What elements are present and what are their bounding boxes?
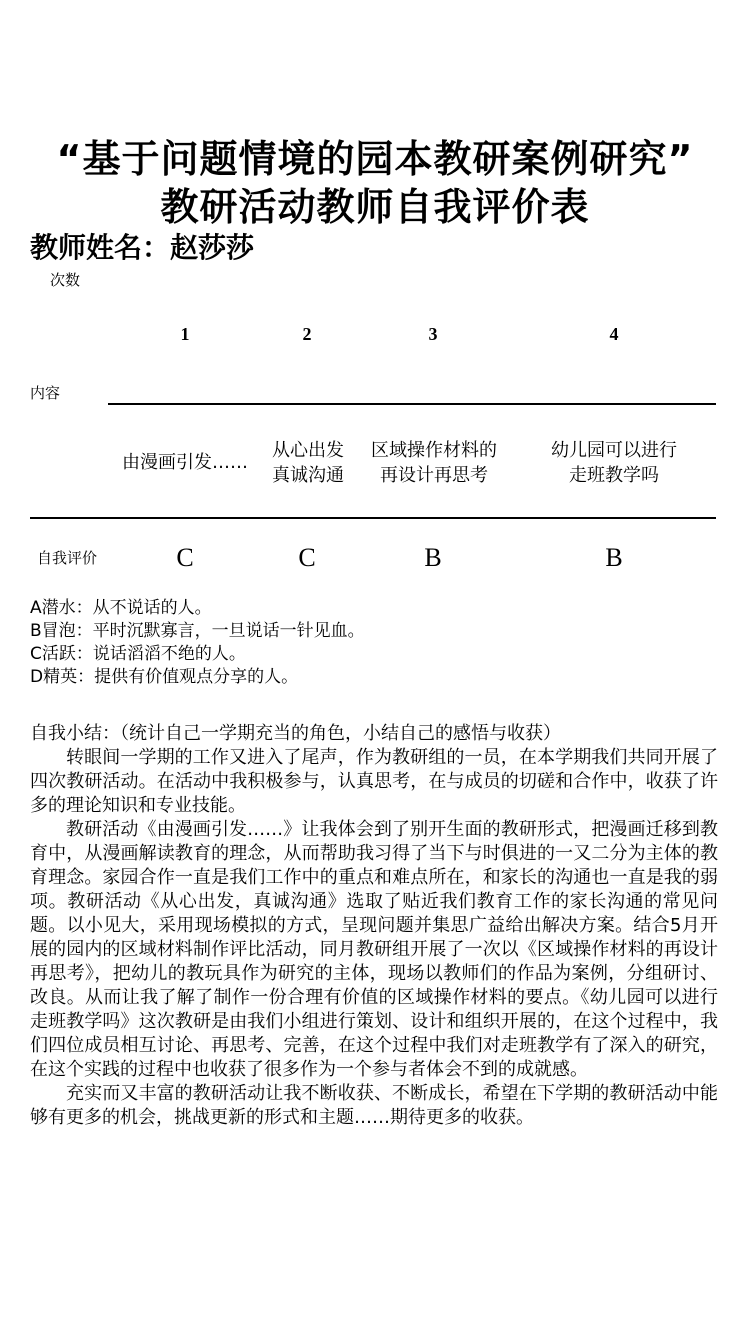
table-divider-top: [108, 403, 716, 405]
page-title-line-2: 教研活动教师自我评价表: [160, 185, 590, 229]
header-count-label: 次数: [50, 271, 81, 289]
self-eval-label: 自我评价: [37, 549, 98, 567]
session-number-2: 2: [302, 324, 312, 344]
session-number-4: 4: [609, 324, 619, 344]
grade-legend: [30, 597, 365, 689]
summary-heading: 自我小结：（统计自己一学期充当的角色，小结自己的感悟与收获）: [30, 723, 561, 744]
legend-item-b: B冒泡：平时沉默寡言，一旦说话一针见血。: [30, 621, 365, 641]
grade-1: C: [176, 543, 194, 572]
topic-4-line-1: 幼儿园可以进行: [551, 440, 677, 461]
self-summary: [30, 722, 718, 1130]
teacher-name-row: [30, 230, 254, 266]
topic-cell-1: [110, 450, 260, 475]
summary-paragraph-1: 转眼间一学期的工作又进入了尾声，作为教研组的一员，在本学期我们共同开展了四次教研活动。在活动中我积极参与，认真思考，在与成员的切磋和合作中，收获了许多的理论知识和专业技能。: [30, 747, 718, 816]
topic-3-line-2: 再设计再思考: [380, 465, 488, 486]
header-content-label: 内容: [30, 384, 61, 402]
teacher-name-label: 教师姓名：: [30, 231, 171, 264]
table-divider-bottom: [30, 517, 716, 519]
grade-4: B: [605, 543, 623, 572]
legend-item-a: A潜水：从不说话的人。: [30, 598, 212, 618]
session-number-1: 1: [180, 324, 190, 344]
page-title-line-1: “基于问题情境的园本教研案例研究”: [56, 137, 694, 181]
topic-cell-3: [358, 438, 510, 488]
summary-paragraph-3: 充实而又丰富的教研活动让我不断收获、不断成长，希望在下学期的教研活动中能够有更多的机会，挑战更新的形式和主题……期待更多的收获。: [30, 1083, 718, 1128]
topic-1-line-1: 由漫画引发……: [122, 452, 248, 473]
teacher-name-value: 赵莎莎: [170, 231, 255, 264]
legend-item-d: D精英：提供有价值观点分享的人。: [30, 667, 299, 687]
grade-3: B: [424, 543, 442, 572]
summary-paragraph-2: 教研活动《由漫画引发……》让我体会到了别开生面的教研形式，把漫画迁移到教育中，从漫画解读教育的理念，从而帮助我习得了当下与时俱进的一又二分为主体的教育理念。家园合作一直是我们工作中的重点和难点所在，和家长的沟通也一直是我的弱项。教研活动《从心出发，真诚沟通》选取了贴近我们教育工作的家长沟通的常见问题。以小见大，采用现场模拟的方式，呈现问题并集思广益给出解决方案。结合5月开展的园内的区域材料制作评比活动，同月教研组开展了一次以《区域操作材料的再设计再思考》，把幼儿的教玩具作为研究的主体，现场以教师们的作品为案例，分组研讨、改良。从而让我了解了制作一份合理有价值的区域操作材料的要点。《幼儿园可以进行走班教学吗》这次教研是由我们小组进行策划、设计和组织开展的，在这个过程中，我们四位成员相互讨论、再思考、完善，在这个过程中我们对走班教学有了深入的研究，在这个实践的过程中也收获了很多作为一个参与者体会不到的成就感。: [30, 819, 718, 1080]
legend-item-c: C活跃：说话滔滔不绝的人。: [30, 644, 246, 664]
topic-cell-4: [530, 438, 698, 488]
grade-2: C: [298, 543, 316, 572]
topic-3-line-1: 区域操作材料的: [371, 440, 497, 461]
topic-2-line-1: 从心出发: [272, 440, 344, 461]
topic-2-line-2: 真诚沟通: [272, 465, 344, 486]
session-number-3: 3: [428, 324, 438, 344]
topic-4-line-2: 走班教学吗: [569, 465, 659, 486]
topic-cell-2: [258, 438, 358, 488]
